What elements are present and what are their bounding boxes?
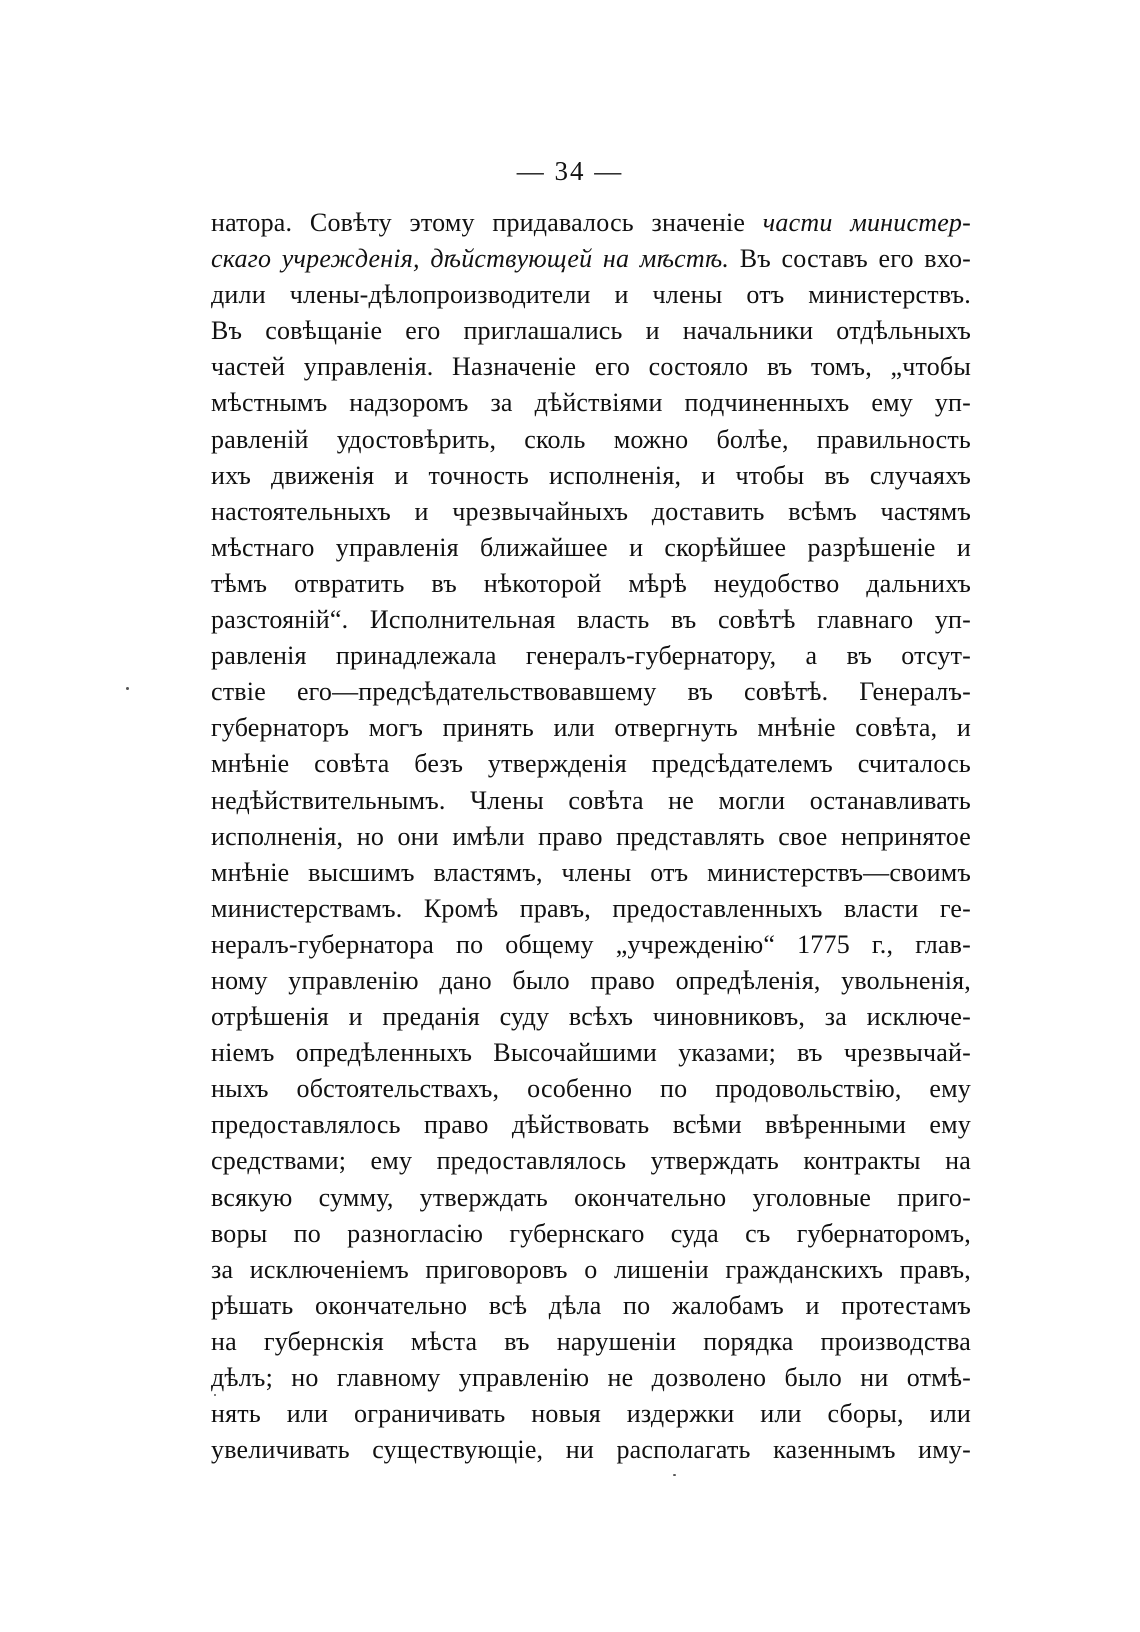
text-span: равленій удостовѣрить, сколь можно болѣе, правильность: [211, 424, 971, 454]
text-span: средствами; ему предоставлялось утверждать контракты на: [211, 1146, 971, 1176]
text-line: [211, 241, 971, 277]
text-line: [211, 349, 971, 385]
text-span: равленія принадлежала генералъ-губернатору, а въ отсут-: [211, 641, 971, 671]
text-span: воры по разногласію губернскаго суда съ губернаторомъ,: [211, 1218, 971, 1248]
text-span: части министер-: [762, 208, 971, 237]
text-line: [211, 855, 971, 891]
text-span: мѣстнымъ надзоромъ за дѣйствіями подчиненныхъ ему уп-: [211, 388, 971, 418]
text-span: тѣмъ отвратить въ нѣкоторой мѣрѣ неудобство дальнихъ: [211, 568, 971, 598]
text-span: недѣйствительнымъ. Члены совѣта не могли останавливать: [211, 785, 971, 815]
text-span: ному управленію дано было право опредѣленія, увольненія,: [211, 965, 971, 995]
text-span: всякую сумму, утверждать окончательно уголовные приго-: [211, 1182, 971, 1212]
text-line: [211, 1180, 971, 1216]
scan-speck: [214, 1394, 216, 1396]
text-line: [211, 530, 971, 566]
text-span: отрѣшенія и преданія суду всѣхъ чиновниковъ, за исключе-: [211, 1002, 971, 1032]
text-span: Въ составъ его вхо-: [729, 244, 972, 274]
text-line: [211, 205, 971, 241]
text-span: дили члены-дѣлопроизводители и члены отъ министерствъ.: [211, 280, 971, 310]
text-line: [211, 1252, 971, 1288]
text-span: предоставлялось право дѣйствовать всѣми ввѣренными ему: [211, 1110, 971, 1140]
text-line: [211, 638, 971, 674]
text-span: нералъ-губернатора по общему „учрежденію“ 1775 г., глав-: [211, 929, 971, 959]
text-line: [211, 1324, 971, 1360]
text-line: [211, 566, 971, 602]
text-span: рѣшать окончательно всѣ дѣла по жалобамъ и протестамъ: [211, 1290, 971, 1320]
text-span: скаго учрежденія, дѣйствующей на мѣстѣ.: [211, 244, 730, 274]
text-line: [211, 1107, 971, 1143]
text-line: [211, 710, 971, 746]
text-line: [211, 1216, 971, 1252]
text-line: [211, 999, 971, 1035]
scan-speck: [126, 687, 129, 690]
text-line: [211, 1288, 971, 1324]
text-line: [211, 963, 971, 999]
text-span: мнѣніе совѣта безъ утвержденія предсѣдателемъ считалось: [211, 749, 971, 779]
scan-speck: [673, 1474, 676, 1476]
text-span: частей управленія. Назначеніе его состояло въ томъ, „чтобы: [211, 352, 971, 382]
page-number: — 34 —: [516, 156, 624, 186]
text-line: [211, 1432, 971, 1468]
text-span: разстояній“. Исполнительная власть въ совѣтѣ главнаго уп-: [211, 605, 971, 635]
text-line: [211, 313, 971, 349]
text-span: мѣстнаго управленія ближайшее и скорѣйшее разрѣшеніе и: [211, 532, 971, 562]
text-line: [211, 891, 971, 927]
text-span: настоятельныхъ и чрезвычайныхъ доставить всѣмъ частямъ: [211, 496, 971, 526]
text-line: [211, 674, 971, 710]
text-line: [211, 1360, 971, 1396]
text-span: исполненія, но они имѣли право представлять свое непринятое: [211, 821, 971, 851]
text-line: [211, 494, 971, 530]
body-text: [211, 205, 971, 1468]
text-line: [211, 1071, 971, 1107]
text-span: нять или ограничивать новыя издержки или сборы, или: [211, 1399, 971, 1429]
text-line: [211, 277, 971, 313]
text-span: натора. Совѣту этому придавалось значеніе: [211, 208, 763, 237]
text-span: увеличивать существующіе, ни располагать казеннымъ иму-: [211, 1435, 971, 1465]
text-line: [211, 385, 971, 421]
text-line: [211, 602, 971, 638]
text-span: ихъ движенія и точность исполненія, и чтобы въ случаяхъ: [211, 460, 971, 490]
text-span: мнѣніе высшимъ властямъ, члены отъ министерствъ—своимъ: [211, 857, 971, 887]
text-line: [211, 927, 971, 963]
text-span: дѣлъ; но главному управленію не дозволено было ни отмѣ-: [211, 1363, 971, 1392]
text-span: ніемъ опредѣленныхъ Высочайшими указами; въ чрезвычай-: [211, 1038, 971, 1068]
text-span: за исключеніемъ приговоровъ о лишеніи гражданскихъ правъ,: [211, 1254, 971, 1284]
text-line: [211, 458, 971, 494]
text-line: [211, 422, 971, 458]
text-span: министерствамъ. Кромѣ правъ, предоставленныхъ власти ге-: [211, 893, 971, 923]
text-span: губернаторъ могъ принять или отвергнуть мнѣніе совѣта, и: [211, 713, 971, 743]
text-span: ныхъ обстоятельствахъ, особенно по продовольствію, ему: [211, 1074, 971, 1104]
text-line: [211, 783, 971, 819]
text-span: ствіе его—предсѣдательствовавшему въ совѣтѣ. Генералъ-: [211, 677, 971, 707]
text-span: Въ совѣщаніе его приглашались и начальники отдѣльныхъ: [211, 316, 971, 346]
text-line: [211, 746, 971, 782]
text-span: на губернскія мѣста въ нарушеніи порядка производства: [211, 1326, 971, 1356]
text-line: [211, 1396, 971, 1432]
text-line: [211, 819, 971, 855]
text-line: [211, 1035, 971, 1071]
text-line: [211, 1143, 971, 1179]
